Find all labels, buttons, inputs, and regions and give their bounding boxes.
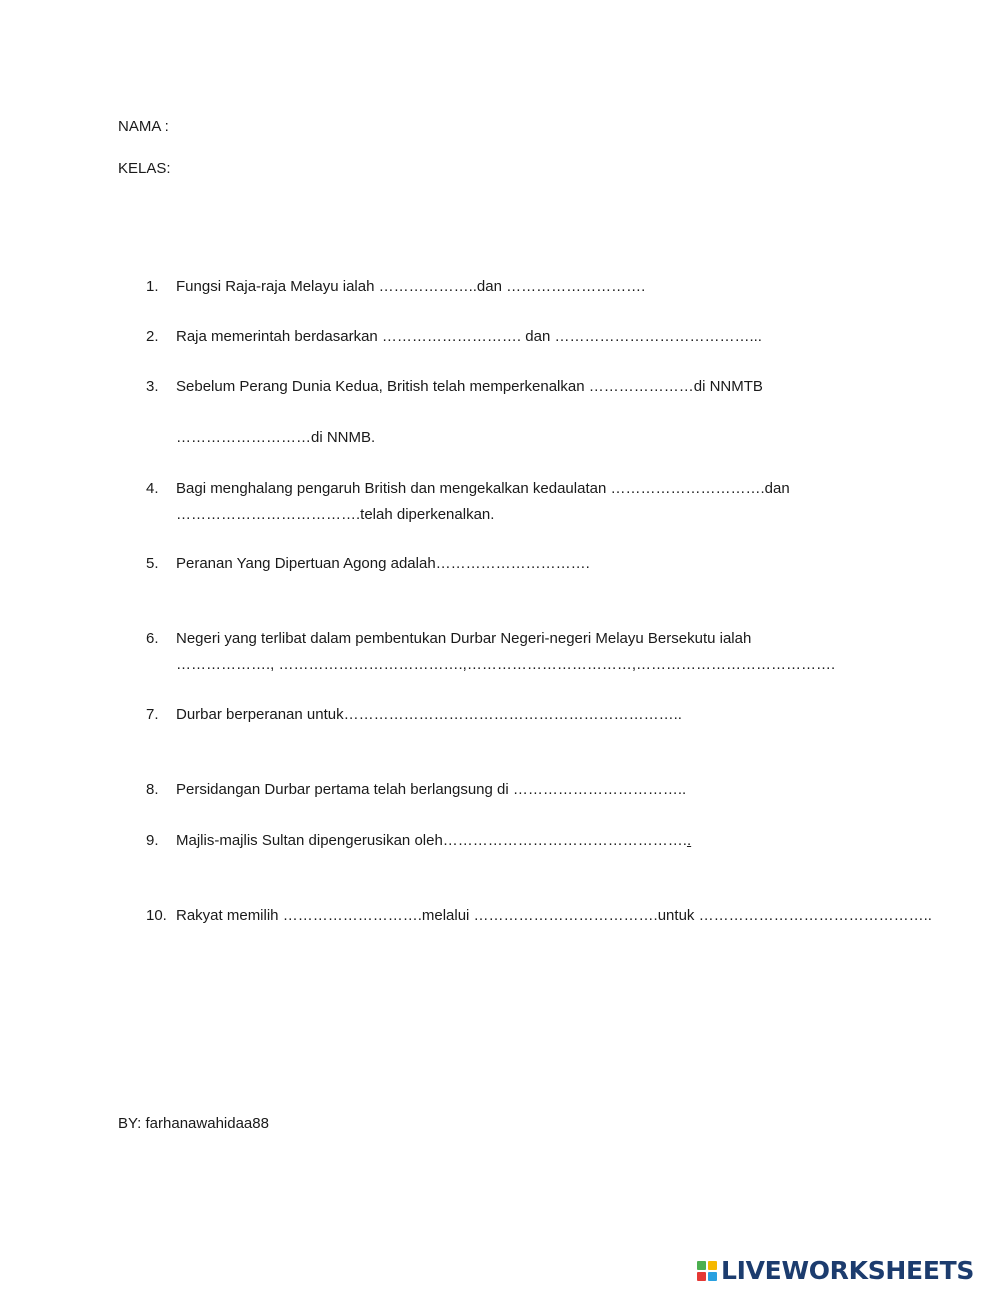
logo-box-e xyxy=(708,1272,717,1281)
kelas-label: KELAS: xyxy=(118,160,171,177)
logo-wordmark: LIVEWORKSHEETS xyxy=(721,1256,975,1285)
question-number: 2. xyxy=(146,328,159,345)
question-number: 9. xyxy=(146,832,159,849)
question-text: Rakyat memilih ……………………….melalui ……………………………….untuk ……………………………………….. xyxy=(176,907,932,924)
logo-box-i xyxy=(708,1261,717,1270)
question-number: 6. xyxy=(146,630,159,647)
question-text: Majlis-majlis Sultan dipengerusikan oleh…………………………………………. xyxy=(176,832,687,849)
nama-label: NAMA : xyxy=(118,118,169,135)
question-text: Durbar berperanan untuk………………………………………………………….. xyxy=(176,706,682,723)
question-number: 4. xyxy=(146,480,159,497)
question-text: Sebelum Perang Dunia Kedua, British telah memperkenalkan …………………di NNMTB xyxy=(176,378,763,395)
logo-box-l xyxy=(697,1261,706,1270)
question-number: 8. xyxy=(146,781,159,798)
question-text: Persidangan Durbar pertama telah berlangsung di …………………………….. xyxy=(176,781,687,798)
question-text: Peranan Yang Dipertuan Agong adalah…………………………. xyxy=(176,555,590,572)
logo-mark xyxy=(697,1261,717,1281)
question-text: Raja memerintah berdasarkan ………………………. dan …………………………………... xyxy=(176,328,762,345)
question-text-continuation: ………………., ……………………………….,……………………………,…………………………………. xyxy=(176,656,836,673)
logo-box-v xyxy=(697,1272,706,1281)
question-text: Bagi menghalang pengaruh British dan mengekalkan kedaulatan ………………………….dan xyxy=(176,480,790,497)
liveworksheets-logo xyxy=(697,1258,974,1284)
underlined-period: . xyxy=(686,832,692,849)
question-number: 5. xyxy=(146,555,159,572)
author-credit: BY: farhanawahidaa88 xyxy=(118,1115,269,1132)
question-text-continuation: ……………………………….telah diperkenalkan. xyxy=(176,506,495,523)
question-number: 10. xyxy=(146,907,167,924)
question-text: Negeri yang terlibat dalam pembentukan Durbar Negeri-negeri Melayu Bersekutu ialah xyxy=(176,630,752,647)
question-number: 1. xyxy=(146,278,159,295)
question-text-continuation: ………………………di NNMB. xyxy=(176,429,376,446)
question-text: Fungsi Raja-raja Melayu ialah ………………..dan ………………………. xyxy=(176,278,646,295)
question-text-wrap xyxy=(176,832,691,849)
question-number: 3. xyxy=(146,378,159,395)
question-number: 7. xyxy=(146,706,159,723)
